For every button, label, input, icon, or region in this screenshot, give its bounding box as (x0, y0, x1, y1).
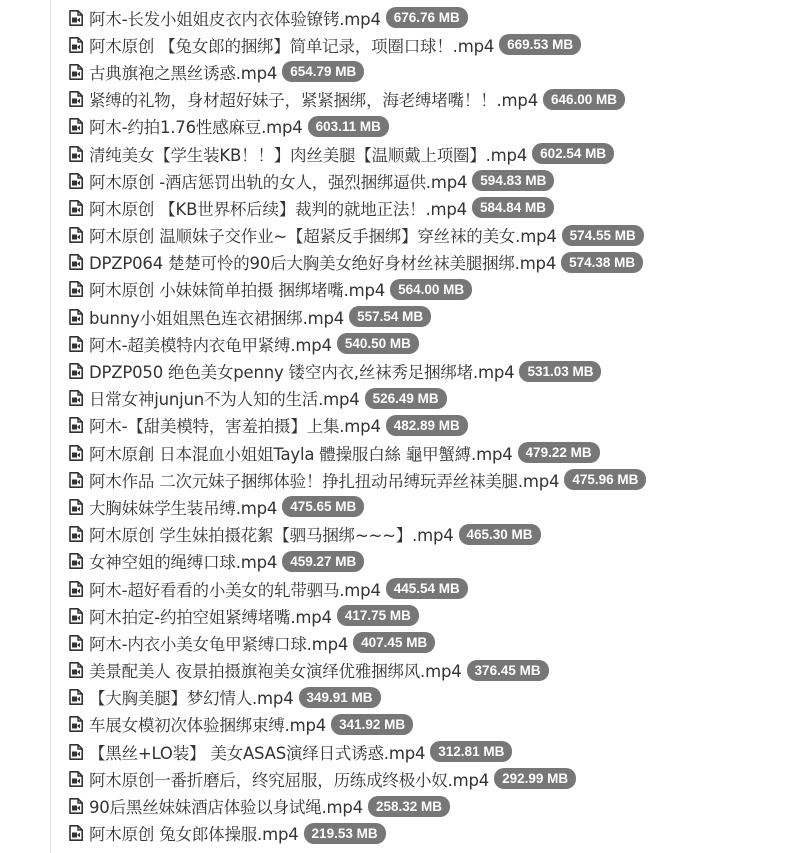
video-file-icon (69, 581, 83, 597)
file-name[interactable]: 美景配美人 夜景拍摄旗袍美女演绎优雅捆绑风.mp4 (89, 662, 462, 682)
file-name[interactable]: 日常女神junjun不为人知的生活.mp4 (89, 390, 360, 410)
video-file-icon (69, 472, 83, 488)
file-list-item[interactable] (69, 140, 646, 167)
video-file-icon (69, 146, 83, 162)
file-size-badge: 258.32 MB (368, 796, 450, 817)
file-size-badge: 349.91 MB (299, 687, 381, 708)
video-file-icon (69, 363, 83, 379)
file-list-item[interactable] (69, 167, 646, 194)
file-name[interactable]: 阿木-内衣小美女龟甲紧缚口球.mp4 (89, 634, 349, 654)
file-size-badge: 479.22 MB (518, 442, 600, 463)
video-file-icon (69, 771, 83, 787)
video-file-icon (69, 309, 83, 325)
left-divider (50, 0, 51, 853)
file-name[interactable]: 阿木原创一番折磨后，终究屈服，历练成终极小奴.mp4 (89, 770, 490, 790)
file-name[interactable]: 阿木-【甜美模特，害羞拍摄】上集.mp4 (89, 417, 381, 437)
video-file-icon (69, 390, 83, 406)
file-name[interactable]: 阿木原创 兔女郎体操服.mp4 (89, 825, 299, 845)
video-file-icon (69, 118, 83, 134)
file-size-badge: 594.83 MB (472, 170, 554, 191)
file-size-badge: 341.92 MB (331, 714, 413, 735)
file-size-badge: 564.00 MB (390, 279, 472, 300)
file-list-item[interactable] (69, 792, 646, 819)
file-name[interactable]: 阿木拍定-约拍空姐紧缚堵嘴.mp4 (89, 607, 332, 627)
file-list-item[interactable] (69, 385, 646, 412)
video-file-icon (69, 336, 83, 352)
file-name[interactable]: 阿木-长发小姐姐皮衣内衣体验镣铐.mp4 (89, 9, 381, 29)
file-list-item[interactable] (69, 303, 646, 330)
file-name[interactable]: 阿木-约拍1.76性感麻豆.mp4 (89, 118, 303, 138)
file-list-item[interactable] (69, 711, 646, 738)
file-name[interactable]: 车展女模初次体验捆绑束缚.mp4 (89, 716, 327, 736)
file-name[interactable]: 【黑丝+LO装】 美女ASAS演绎日式诱惑.mp4 (89, 743, 426, 763)
file-size-badge: 669.53 MB (499, 34, 581, 55)
file-name[interactable]: 女神空姐的绳缚口球.mp4 (89, 553, 278, 573)
file-list-item[interactable] (69, 222, 646, 249)
file-list-item[interactable] (69, 412, 646, 439)
file-list-item[interactable] (69, 330, 646, 357)
video-file-icon (69, 825, 83, 841)
file-size-badge: 526.49 MB (365, 388, 447, 409)
file-name[interactable]: 大胸妹妹学生装吊缚.mp4 (89, 498, 278, 518)
video-file-icon (69, 254, 83, 270)
file-name[interactable]: 阿木-超好看看的小美女的轧带驷马.mp4 (89, 580, 381, 600)
file-size-badge: 540.50 MB (337, 333, 419, 354)
file-size-badge: 417.75 MB (337, 605, 419, 626)
file-size-badge: 676.76 MB (386, 7, 468, 28)
file-name[interactable]: DPZP050 绝色美女penny 镂空内衣,丝袜秀足捆绑堵.mp4 (89, 363, 515, 383)
video-file-icon (69, 37, 83, 53)
file-name[interactable]: 清纯美女【学生装KB！！】肉丝美腿【温顺戴上项圈】.mp4 (89, 145, 528, 165)
file-name[interactable]: bunny小姐姐黑色连衣裙捆绑.mp4 (89, 308, 345, 328)
video-file-icon (69, 608, 83, 624)
file-list-item[interactable] (69, 602, 646, 629)
file-size-badge: 219.53 MB (304, 823, 386, 844)
video-file-icon (69, 173, 83, 189)
file-size-badge: 292.99 MB (494, 768, 576, 789)
file-list-item[interactable] (69, 521, 646, 548)
file-name[interactable]: 阿木原创 【KB世界杯后续】裁判的就地正法！.mp4 (89, 199, 467, 219)
video-file-icon (69, 417, 83, 433)
video-file-icon (69, 553, 83, 569)
file-name[interactable]: 【大胸美腿】梦幻情人.mp4 (89, 689, 294, 709)
file-size-badge: 459.27 MB (282, 551, 364, 572)
file-size-badge: 602.54 MB (532, 143, 614, 164)
video-file-icon (69, 227, 83, 243)
file-list-item[interactable] (69, 439, 646, 466)
file-size-badge: 584.84 MB (472, 197, 554, 218)
file-size-badge: 531.03 MB (519, 361, 601, 382)
video-file-icon (69, 200, 83, 216)
file-name[interactable]: 阿木原创 -酒店惩罚出轨的女人，强烈捆绑逼供.mp4 (89, 172, 468, 192)
file-list-item[interactable] (69, 657, 646, 684)
file-list-item[interactable] (69, 629, 646, 656)
file-list-item[interactable] (69, 738, 646, 765)
file-list-item[interactable] (69, 194, 646, 221)
video-file-icon (69, 10, 83, 26)
video-file-icon (69, 635, 83, 651)
file-list-item[interactable] (69, 357, 646, 384)
video-file-icon (69, 662, 83, 678)
file-name[interactable]: 阿木-超美模特内衣龟甲紧缚.mp4 (89, 335, 332, 355)
file-list-item[interactable] (69, 548, 646, 575)
video-file-icon (69, 689, 83, 705)
file-list-item[interactable] (69, 575, 646, 602)
video-file-icon (69, 526, 83, 542)
file-name[interactable]: 阿木作品 二次元妹子捆绑体验！挣扎扭动吊缚玩弄丝袜美腿.mp4 (89, 471, 560, 491)
video-file-icon (69, 91, 83, 107)
file-size-badge: 654.79 MB (282, 61, 364, 82)
file-list-item[interactable] (69, 493, 646, 520)
file-size-badge: 574.38 MB (561, 252, 643, 273)
file-list-item[interactable] (69, 58, 646, 85)
file-size-badge: 407.45 MB (353, 632, 435, 653)
file-size-badge: 557.54 MB (349, 306, 431, 327)
video-file-icon (69, 445, 83, 461)
file-name[interactable]: 90后黑丝妹妹酒店体验以身试绳.mp4 (89, 798, 363, 818)
file-size-badge: 465.30 MB (459, 524, 541, 545)
file-name[interactable]: 阿木原创 小妹妹简单拍摄 捆绑堵嘴.mp4 (89, 281, 386, 301)
file-size-badge: 475.65 MB (282, 496, 364, 517)
file-size-badge: 312.81 MB (430, 741, 512, 762)
file-list-item[interactable] (69, 820, 646, 847)
file-list-item[interactable] (69, 4, 646, 31)
file-name[interactable]: DPZP064 楚楚可怜的90后大胸美女绝好身材丝袜美腿捆绑.mp4 (89, 254, 557, 274)
file-size-badge: 445.54 MB (386, 578, 468, 599)
file-list-item[interactable] (69, 765, 646, 792)
file-list-item[interactable] (69, 113, 646, 140)
video-file-icon (69, 716, 83, 732)
file-name[interactable]: 阿木原创 【兔女郎的捆绑】简单记录，项圈口球！.mp4 (89, 36, 495, 56)
file-list-item[interactable] (69, 86, 646, 113)
video-file-icon (69, 744, 83, 760)
file-name[interactable]: 紧缚的礼物，身材超好妹子，紧紧捆绑，海老缚堵嘴！！.mp4 (89, 91, 538, 111)
file-size-badge: 475.96 MB (564, 469, 646, 490)
file-name[interactable]: 阿木原创 学生妹拍摄花絮【驷马捆绑~~~】.mp4 (89, 526, 454, 546)
file-list-item[interactable] (69, 249, 646, 276)
file-list-item[interactable] (69, 31, 646, 58)
file-list-item[interactable] (69, 466, 646, 493)
file-size-badge: 646.00 MB (543, 89, 625, 110)
file-list-item[interactable] (69, 276, 646, 303)
file-name[interactable]: 阿木原创 温顺妹子交作业~【超紧反手捆绑】穿丝袜的美女.mp4 (89, 227, 557, 247)
file-list-item[interactable] (69, 684, 646, 711)
file-size-badge: 574.55 MB (562, 225, 644, 246)
file-list (69, 4, 646, 847)
file-size-badge: 603.11 MB (308, 116, 389, 137)
file-name[interactable]: 古典旗袍之黑丝诱惑.mp4 (89, 63, 278, 83)
video-file-icon (69, 281, 83, 297)
file-name[interactable]: 阿木原創 日本混血小姐姐Tayla 體操服白絲 龜甲蟹縛.mp4 (89, 444, 513, 464)
video-file-icon (69, 798, 83, 814)
file-size-badge: 482.89 MB (386, 415, 468, 436)
video-file-icon (69, 499, 83, 515)
file-size-badge: 376.45 MB (467, 660, 549, 681)
video-file-icon (69, 64, 83, 80)
